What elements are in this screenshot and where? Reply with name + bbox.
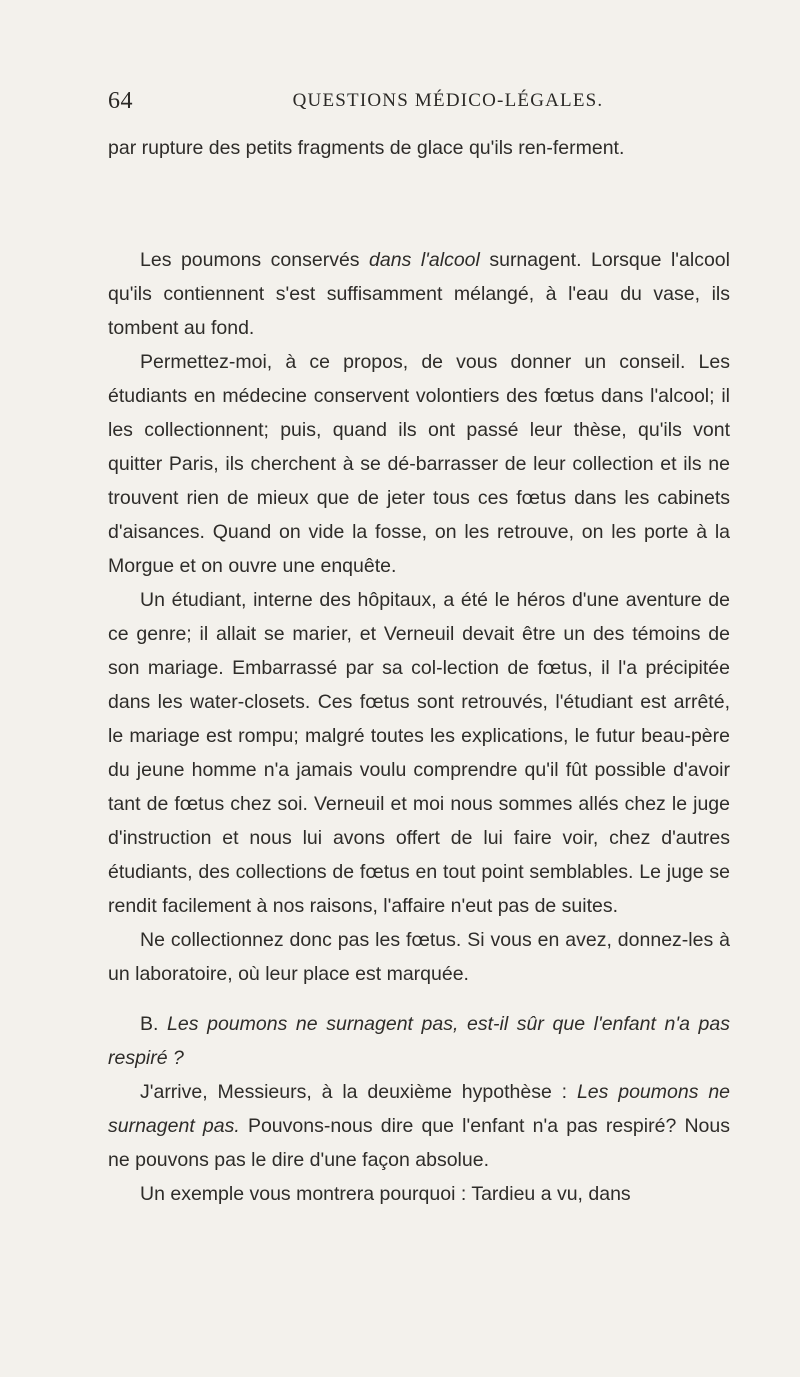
- paragraph-example: Un exemple vous montrera pourquoi : Tardieu a vu, dans: [140, 1183, 631, 1205]
- page-number: 64: [108, 88, 133, 114]
- section-label: B.: [140, 1013, 159, 1035]
- text-run: J'arrive, Messieurs, à la deuxième hypothèse :: [140, 1081, 577, 1103]
- text-run: Les poumons conservés: [140, 249, 370, 271]
- paragraph-recommendation: Ne collectionnez donc pas les fœtus. Si vous en avez, donnez-les à un laboratoire, où leur place est marquée.: [108, 929, 730, 985]
- paragraph-alcohol: [108, 243, 730, 345]
- paragraph-continuation: par rupture des petits fragments de glace qu'ils ren-ferment.: [108, 137, 625, 159]
- section-heading: [108, 1007, 730, 1075]
- running-head: [108, 88, 728, 118]
- paragraph-advice: Permettez-moi, à ce propos, de vous donner un conseil. Les étudiants en médecine conservent volontiers des fœtus dans l'alcool; il les collectionnent; puis, quand ils ont passé leur thèse, qu'ils vont quitter Paris, ils cherchent à se dé-barrasser de leur collection et ils ne trouvent rien de mieux que de jeter tous ces fœtus dans les cabinets d'aisances. Quand on vide la fosse, on les retrouve, on les porte à la Morgue et on ouvre une enquête.: [108, 351, 730, 577]
- paragraph-hypothesis: [108, 1075, 730, 1177]
- running-title: QUESTIONS MÉDICO-LÉGALES.: [292, 90, 604, 111]
- text-block-section-b: [108, 1007, 730, 1211]
- text-run: surnagent. Lorsque l'alcool qu'ils contiennent s'est suffisamment mélangé, à l'eau du vase, ils tombent au fond.: [108, 249, 730, 339]
- section-heading-text: Les poumons ne surnagent pas, est-il sûr que l'enfant n'a pas respiré ?: [108, 1013, 730, 1069]
- paragraph-anecdote: Un étudiant, interne des hôpitaux, a été le héros d'une aventure de ce genre; il allait se marier, et Verneuil devait être un des témoins de son mariage. Embarrassé par sa col-lection de fœtus, il l'a précipitée dans les water-closets. Ces fœtus sont retrouvés, l'étudiant est arrêté, le mariage est rompu; malgré toutes les explications, le futur beau-père du jeune homme n'a jamais voulu comprendre qu'il fût possible d'avoir tant de fœtus chez soi. Verneuil et moi nous sommes allés chez le juge d'instruction et nous lui avons offert de lui faire voir, chez d'autres étudiants, des collections de fœtus en tout point semblables. Le juge se rendit facilement à nos raisons, l'affaire n'eut pas de suites.: [108, 589, 730, 917]
- italic-phrase: dans l'alcool: [369, 249, 480, 271]
- text-block-continuation: [108, 131, 730, 165]
- text-run: Pouvons-nous dire que l'enfant n'a pas respiré? Nous ne pouvons pas le dire d'une façon absolue.: [108, 1115, 730, 1171]
- text-block-main: [108, 243, 730, 991]
- italic-phrase: Les poumons ne surnagent pas.: [108, 1081, 731, 1137]
